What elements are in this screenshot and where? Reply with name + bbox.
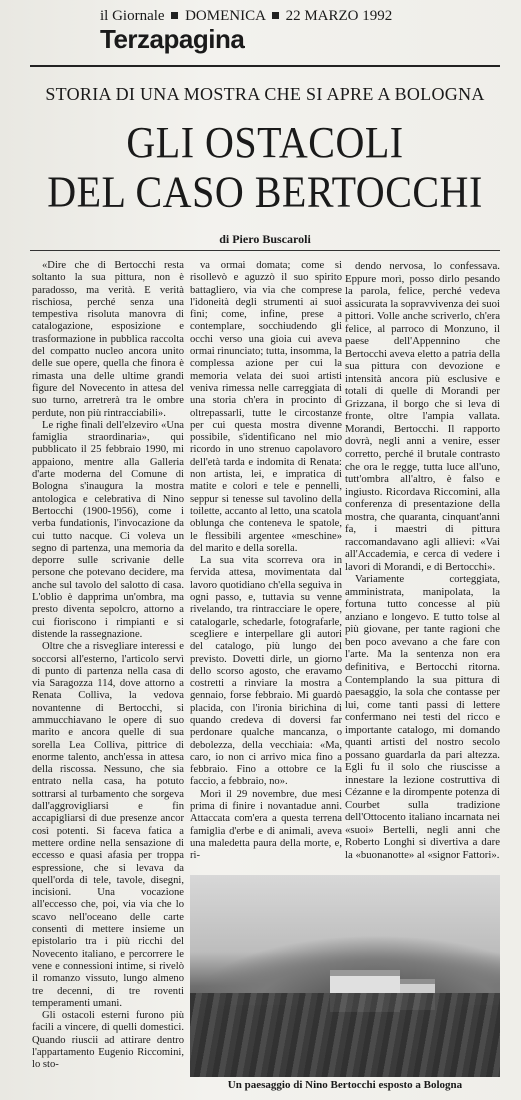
headline: [30, 118, 500, 217]
paragraph: Gli ostacoli esterni furono più facili a vincere, di quelli domestici. Quando riuscii ad attirare dentro l'appartamento Eugenio Riccomini, lo sto-: [32, 1010, 184, 1071]
headline-line-1: GLI OSTACOLI: [126, 116, 404, 168]
bullet-square-icon: [272, 12, 279, 19]
newspaper-name: il Giornale: [100, 8, 165, 24]
photo-trees: [190, 993, 500, 1077]
masthead-date: 22 MARZO 1992: [285, 8, 393, 24]
article-column-1: [32, 260, 184, 1072]
paragraph: Morì il 29 novembre, due mesi prima di finire i novantadue anni. Attaccata com'era a questa terrena famiglia d'erbe e di animali, aveva una maledetta paura della morte, e, ri-: [190, 788, 342, 862]
paragraph: Variamente corteggiata, amministrata, manipolata, la fortuna tutto concesse al più anziano e longevo. E tutto tolse al più giovane, per tante ragioni che ben poco avevano a che fare con l'arte. Ma la sentenza non era definitiva, e Bertocchi ritorna. Contemplando la sua pittura di paesaggio, la sola che contasse per lui, come tanti passi di lettere confermano nei testi del ricco e importante catalogo, mi domando quanti artisti del nostro secolo possano guardarla da pari altezza. Egli fu il solo che riuscisse a innestare la lezione costruttiva di Cézanne e la dirompente potenza di Courbet sulla tradizione dell'Ottocento italiano incarnata nei «suoi» Bertelli, negli anni che Roberto Longhi si divertiva a dare la «buonanotte» al «signor Fattori».: [345, 573, 500, 861]
bullet-square-icon: [171, 12, 178, 19]
landscape-photo: [190, 875, 500, 1077]
kicker: STORIA DI UNA MOSTRA CHE SI APRE A BOLOGNA: [45, 84, 485, 104]
paragraph: Le righe finali dell'elzeviro «Una famiglia straordinaria», qui pubblicato il 25 febbraio 1990, mi appaiono, mentre alla Galleria d'arte moderna del Comune di Bologna s'inaugura la mostra antologica e celebrativa di Nino Bertocchi (1900-1956), come i verba fundationis, l'invocazione da cui tutto nacque. Ci voleva un segno di partenza, una memoria da deporre sulle scrivanie delle persone che potevano decidere, ma anche sul tavolo del salotto di casa. L'oblio è dapprima un'ombra, ma presto diventa sepolcro, attorno a cui fioriscono i rimpianti e si distende la rassegnazione.: [32, 419, 184, 640]
paragraph: va ormai domata; come si risollevò e aguzzò il suo spirito battagliero, via via che comprese l'idoneità degli strumenti ai suoi fini; come, infine, prese a contemplare, socchiudendo gli occhi verso una gioia cui aveva ormai rinunciato; tutta, insomma, la complessa azione per cui la memoria velata dei suoi artisti veniva rimessa nelle carreggiata di una storia ch'era in procinto di oltrepassarli, tutte le circostanze per cui questa mostra divenne possibile, s'identificano nel mio ricordo in uno strenuo capolavoro dell'età tarda e indomita di Renata: non artista, lei, e impratica di matite e colori e tele e pennelli, seppur si tenesse sul tavolino della toilette, accanto al letto, una scatola oblunga che conteneva le spatole, le flessibili argentee «meschine» del marito e della sorella.: [190, 260, 342, 554]
paragraph: «Dire che di Bertocchi resta soltanto la sua pittura, non è paradosso, ma verità. E verità rischiosa, perché senza una tempestiva risoluta manovra di catalogazione, esposizione e trasformazione in pubblica raccolta del compatto nucleo ancora unito delle sue opere, quella che finora è rimasta una delle ultime grandi figure del Novecento in attesa del suo turno, arretrerà tra le ombre perdute, non più rintracciabili».: [32, 260, 184, 419]
article-column-3: [345, 260, 500, 862]
photo-caption: Un paesaggio di Nino Bertocchi esposto a Bologna: [227, 1079, 463, 1091]
article-column-2: [190, 260, 342, 863]
headline-line-2: DEL CASO BERTOCCHI: [47, 166, 483, 217]
paragraph: La sua vita scorreva ora in fervida attesa, movimentata dal lavoro quotidiano ch'ella seguiva in ogni passo, e, tuttavia su venne rivelando, tra rintracciare le opere, catalogarle, schedarle, fotografarle, scegliere e interpellare gli autori del catalogo, più lungo del previsto. Dovetti dirle, un giorno dello scorso agosto, che eravamo costretti a rinviare la mostra a gennaio, forse febbraio. Mi guardò placida, con l'ironia birichina di quando credeva di doversi far perdonare qualche mancanza, o debolezza, della vecchiaia: «Ma, caro, io non ci arrivo mica fino a febbraio. Fino a ottobre ce la faccio, a febbraio, no».: [190, 555, 342, 788]
section-title: Terzapagina: [100, 24, 245, 54]
paragraph: dendo nervosa, lo confessava. Eppure morì, posso dirlo pesando la parola, felice, perché vedeva assicurata la sopravvivenza dei suoi pittori. Volle anche scriverlo, ch'era felice, al parroco di Monzuno, il paese dell'Appennino che Bertocchi aveva eletto a patria della sua pittura con devozione e intensità ancora più esclusive e totali di quelle di Morandi per Grizzana, il borgo che si leva di fronte, oltre l'ampia vallata. Morandi, Bertocchi. Il rapporto dovrà, negli anni a venire, esser corretto, perché il brutale contrasto che ora le regge, tutta luce all'uno, tutt'ombra all'altro, è falso e ingiusto. Ricordava Riccomini, alla conferenza di presentazione della mostra, che quaranta, cinquant'anni fa, i maestri di pittura raccomandavano agli allievi: «Vai all'Accademia, e cerca di vedere i lavori di Morandi, e di Bertocchi».: [345, 260, 500, 573]
masthead-day: DOMENICA: [185, 8, 266, 24]
byline-rule: [30, 250, 500, 251]
paragraph: Oltre che a risvegliare interessi e soccorsi all'esterno, l'articolo servì di punto di partenza nella casa di via Saragozza 114, dove attorno a Renata Colliva, la vedova novantenne di Bertocchi, si ammucchiavano le opere di suo marito e ancora quelle di sua sorella Lea Colliva, pittrice di enorme talento, anch'essa in attesa della riscossa. Nessuno, che sia entrato nella casa, ha potuto sottrarsi al turbamento che sorgeva dall'aggrovigliarsi e fin accapigliarsi di due presenze ancor così potenti. Si faceva fatica a mettere ordine nella sensazione di eccesso e quasi afasia per troppa espressione, che si levava da quell'orda di tele, tavole, disegni, incisioni. Una vocazione all'eccesso che, poi, via via che lo scavo nell'oceano delle carte consentì di mettere insieme un epistolario tra i più ricchi del Novecento italiano, e percorrere le vene e connessioni intime, si rivelò il romanzo vissuto, lungo almeno tre decenni, di tre roventi temperamenti umani.: [32, 641, 184, 1009]
byline: di Piero Buscaroli: [219, 232, 311, 246]
masthead: [100, 8, 500, 25]
header-rule: [30, 65, 500, 67]
